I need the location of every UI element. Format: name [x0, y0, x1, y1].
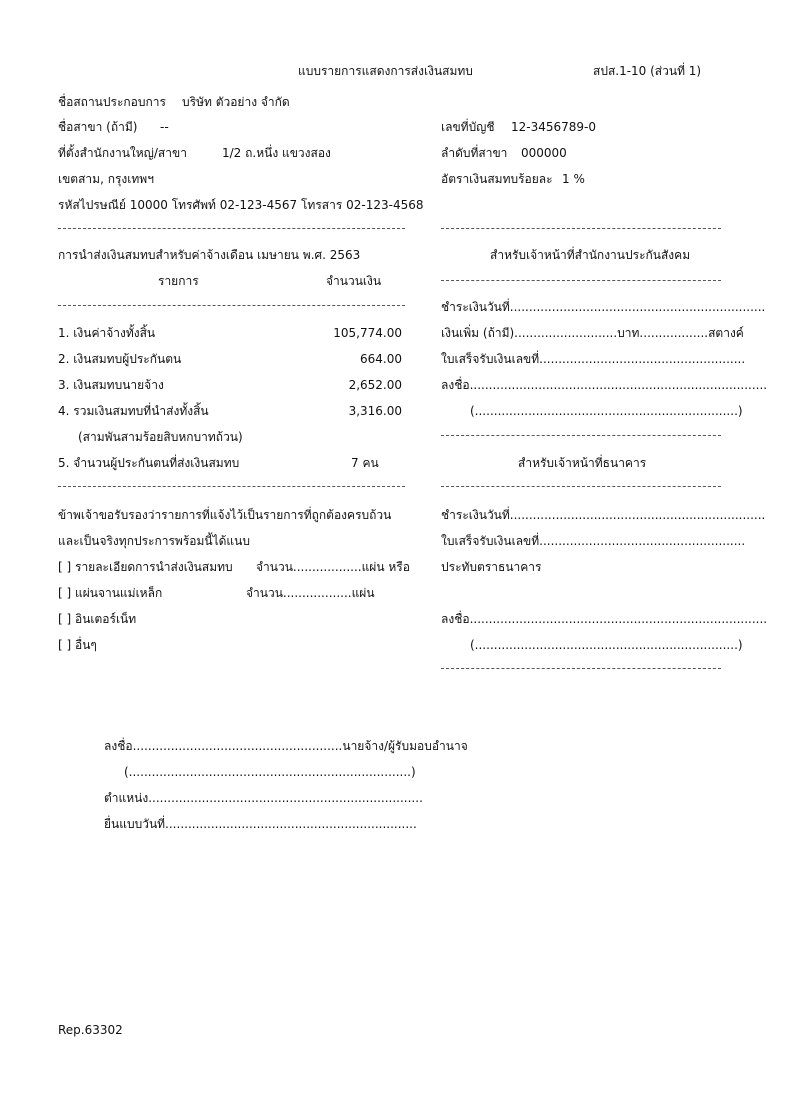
bank-sign: ลงชื่อ.............................................................................. — [441, 612, 768, 626]
amount-in-words: (สามพันสามร้อยสิบหกบาทถ้วน) — [78, 430, 243, 444]
bank-stamp: ประทับตราธนาคาร — [441, 560, 542, 574]
certification-line1: ข้าพเจ้าขอรับรองว่ารายการที่แจ้งไว้เป็นรายการที่ถูกต้องครบถ้วน — [58, 508, 392, 522]
insured-label: จำนวนผู้ประกันตนที่ส่งเงินสมทบ — [73, 456, 240, 470]
sso-receipt: ใบเสร็จรับเงินเลขที่...................................................... — [441, 352, 746, 366]
employer-name-value: บริษัท ตัวอย่าง จำกัด — [182, 95, 290, 109]
employer-name-paren: (..........................................................................) — [124, 765, 416, 779]
item-label: เงินสมทบผู้ประกันตน — [73, 352, 182, 366]
attachment-details: [ ] รายละเอียดการนำส่งเงินสมทบ — [58, 560, 233, 574]
rate-value: 1 % — [562, 172, 585, 186]
bank-title: สำหรับเจ้าหน้าที่ธนาคาร — [518, 456, 647, 470]
form-code: สปส.1-10 (ส่วนที่ 1) — [593, 64, 702, 78]
item-label: เงินสมทบนายจ้าง — [73, 378, 164, 392]
address-line2: เขตสาม, กรุงเทพฯ — [58, 172, 154, 186]
divider — [441, 280, 721, 281]
branch-name-value: -- — [160, 120, 169, 134]
period-month: เมษายน — [257, 248, 299, 262]
sso-office-title: สำหรับเจ้าหน้าที่สำนักงานประกันสังคม — [490, 248, 691, 262]
item-no: 1. — [58, 326, 70, 340]
attachment-other: [ ] อื่นๆ — [58, 638, 97, 652]
divider — [58, 228, 405, 229]
account-value: 12-3456789-0 — [511, 120, 597, 134]
insured-unit: คน — [362, 456, 379, 470]
sso-sign: ลงชื่อ.............................................................................. — [441, 378, 768, 392]
item-label: รวมเงินสมทบที่นำส่งทั้งสิ้น — [73, 404, 209, 418]
account-label: เลขที่บัญชี — [441, 120, 495, 134]
rate-label: อัตราเงินสมทบร้อยละ — [441, 172, 553, 186]
address-value: 1/2 ถ.หนึ่ง แขวงสอง — [222, 146, 331, 160]
divider — [441, 486, 721, 487]
filing-date: ยื่นแบบวันที่.................................................................. — [104, 817, 417, 831]
branch-name-label: ชื่อสาขา (ถ้ามี) — [58, 120, 138, 134]
insured-count: 7 — [351, 456, 359, 470]
item-no: 2. — [58, 352, 70, 366]
employer-sign: ลงชื่อ.......................................................นายจ้าง/ผู้รับมอบอำนาจ — [104, 739, 468, 753]
period-text: การนำส่งเงินสมทบสำหรับค่าจ้างเดือน — [58, 248, 254, 262]
divider — [58, 486, 405, 487]
divider — [441, 435, 721, 436]
period-year: 2563 — [329, 248, 361, 262]
item-amount: 3,316.00 — [348, 404, 402, 418]
attachment-internet: [ ] อินเตอร์เน็ท — [58, 612, 137, 626]
item-amount: 105,774.00 — [333, 326, 402, 340]
insured-row — [58, 455, 239, 471]
employer-name-label: ชื่อสถานประกอบการ — [58, 95, 166, 109]
item-row — [58, 403, 209, 419]
insured-count-cell — [351, 455, 379, 471]
postal-label: รหัสไปรษณีย์ — [58, 198, 126, 212]
insured-no: 5. — [58, 456, 70, 470]
postal-value: 10000 — [129, 198, 168, 212]
fax-value: 02-123-4568 — [346, 198, 424, 212]
column-header-item: รายการ — [158, 274, 199, 288]
item-amount: 2,652.00 — [348, 378, 402, 392]
bank-paid-date: ชำระเงินวันที่................................................................... — [441, 508, 766, 522]
branch-no-label: ลำดับที่สาขา — [441, 146, 508, 160]
item-row — [58, 351, 181, 367]
item-no: 4. — [58, 404, 70, 418]
item-row — [58, 377, 164, 393]
bank-name-paren: (.....................................................................) — [470, 638, 743, 652]
divider — [58, 305, 405, 306]
attachment-disk-count: จำนวน..................แผ่น — [246, 586, 375, 600]
bank-receipt: ใบเสร็จรับเงินเลขที่...................................................... — [441, 534, 746, 548]
contribution-period — [58, 247, 360, 263]
attachment-details-count: จำนวน..................แผ่น หรือ — [256, 560, 410, 574]
divider — [441, 228, 721, 229]
item-no: 3. — [58, 378, 70, 392]
phone-value: 02-123-4567 — [219, 198, 298, 212]
sso-paid-date: ชำระเงินวันที่................................................................... — [441, 300, 766, 314]
attachment-disk: [ ] แผ่นจานแม่เหล็ก — [58, 586, 163, 600]
period-year-label: พ.ศ. — [302, 248, 326, 262]
form-title: แบบรายการแสดงการส่งเงินสมทบ — [298, 64, 473, 78]
column-header-amount: จำนวนเงิน — [326, 274, 382, 288]
employer-position: ตำแหน่ง........................................................................ — [104, 791, 423, 805]
report-ref: Rep.63302 — [58, 1023, 123, 1037]
sso-name-paren: (.....................................................................) — [470, 404, 743, 418]
certification-line2: และเป็นจริงทุกประการพร้อมนี้ได้แนบ — [58, 534, 250, 548]
item-amount: 664.00 — [360, 352, 402, 366]
sso-extra: เงินเพิ่ม (ถ้ามี)...........................บาท..................สตางค์ — [441, 326, 744, 340]
postal-row — [58, 197, 424, 213]
phone-label: โทรศัพท์ — [171, 198, 216, 212]
item-label: เงินค่าจ้างทั้งสิ้น — [73, 326, 156, 340]
fax-label: โทรสาร — [300, 198, 343, 212]
branch-no-value: 000000 — [521, 146, 567, 160]
item-row — [58, 325, 155, 341]
divider — [441, 668, 721, 669]
address-label: ที่ตั้งสำนักงานใหญ่/สาขา — [58, 146, 187, 160]
